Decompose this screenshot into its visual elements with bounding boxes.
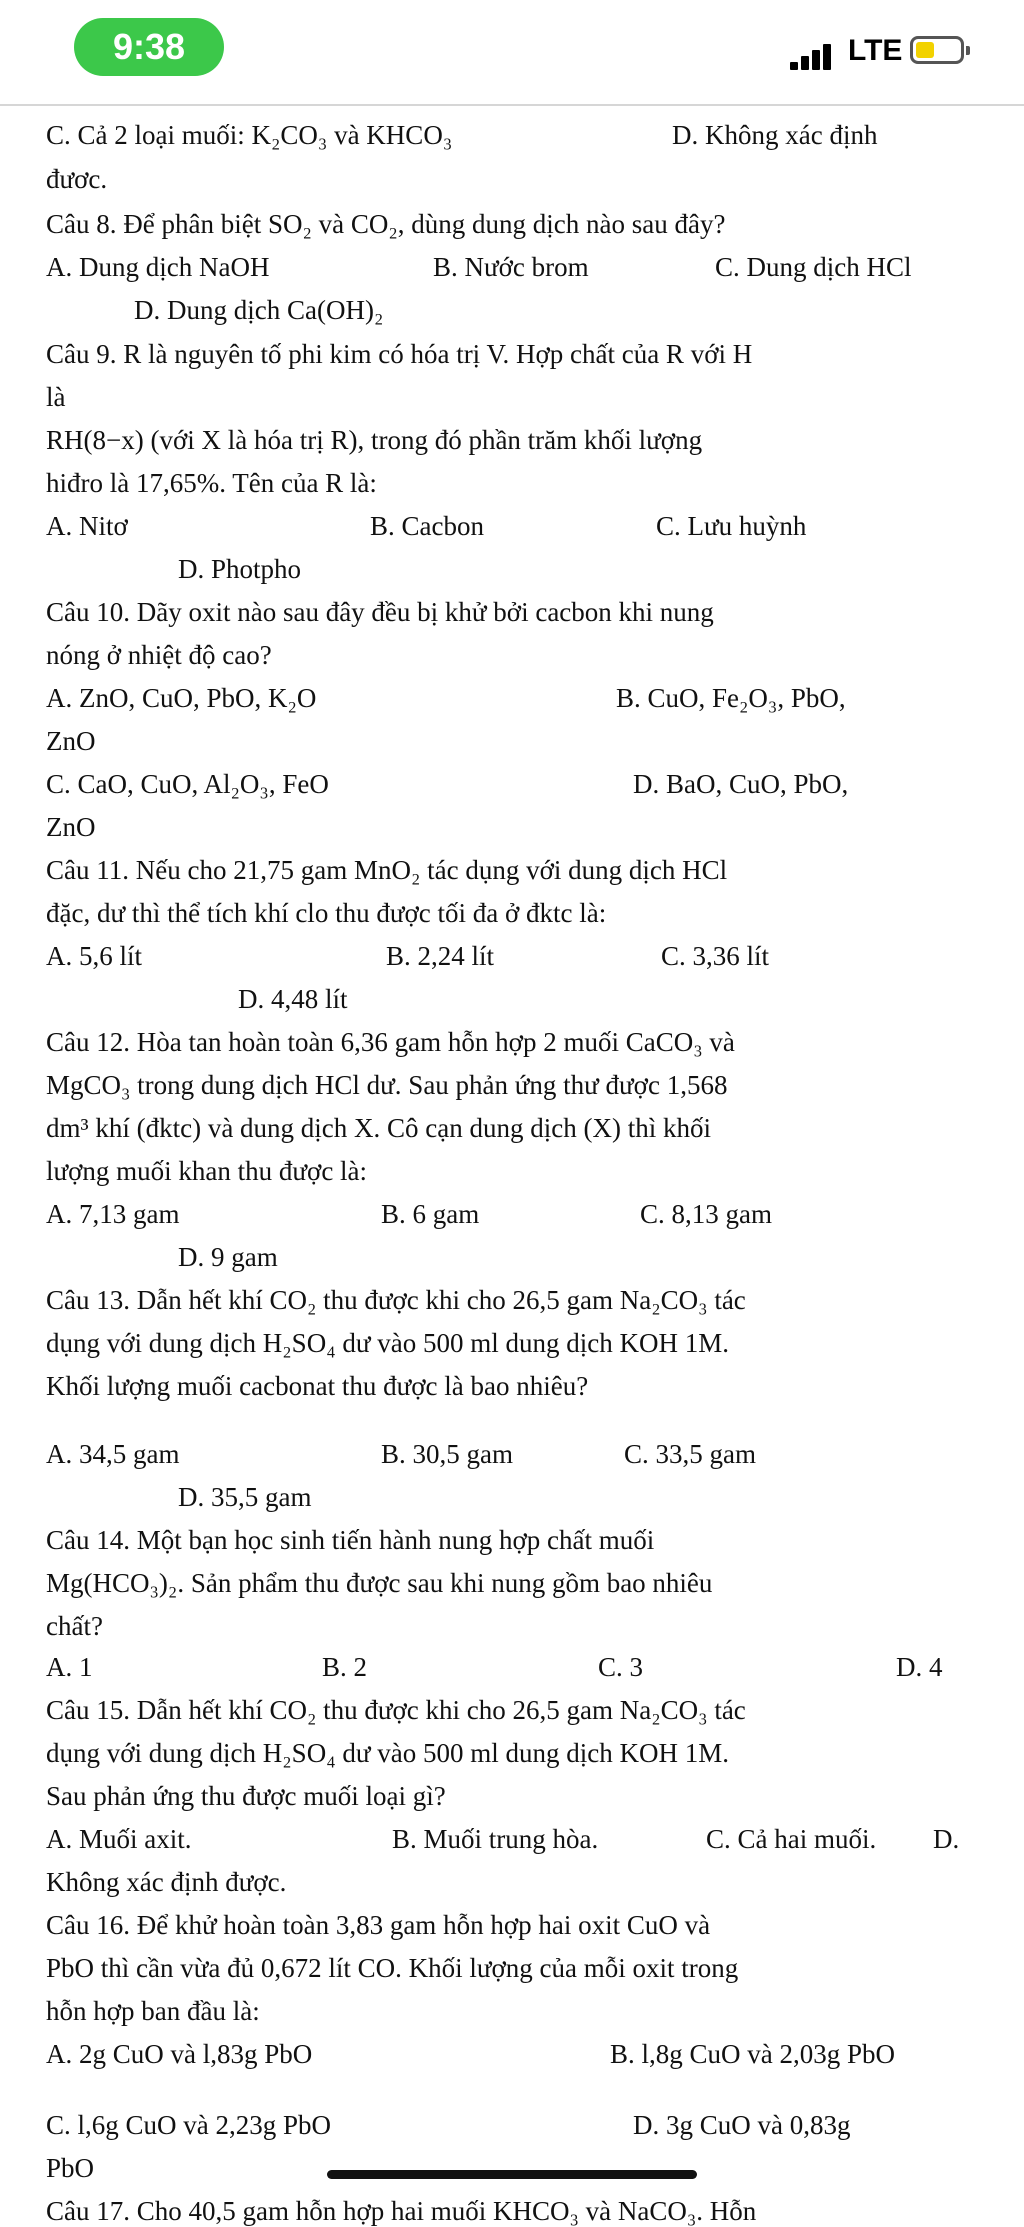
option-d-q11: D. 4,48 lít: [238, 984, 348, 1014]
question-12: Câu 12. Hòa tan hoàn toàn 6,36 gam hỗn hợp 2 muối CaCO₃ và: [46, 1027, 735, 1057]
option-d-q8: D. Dung dịch Ca(OH)₂: [134, 295, 384, 325]
option-c-q11: C. 3,36 lít: [661, 941, 770, 971]
text-line: PbO thì cần vừa đủ 0,672 lít CO. Khối lượng của mỗi oxit trong: [46, 1953, 739, 1983]
option-c-q15: C. Cả hai muối.: [706, 1824, 877, 1854]
option-d-q16: D. 3g CuO và 0,83g: [633, 2110, 851, 2140]
option-d-q12: D. 9 gam: [178, 1242, 278, 1272]
text-line: Sau phản ứng thu được muối loại gì?: [46, 1781, 446, 1811]
option-a-q14: A. 1: [46, 1652, 93, 1682]
option-d-q10: D. BaO, CuO, PbO,: [633, 769, 849, 799]
text-line: PbO: [46, 2153, 95, 2183]
option-a-q8: A. Dung dịch NaOH: [46, 252, 270, 282]
question-8: Câu 8. Để phân biệt SO₂ và CO₂, dùng dung dịch nào sau đây?: [46, 209, 726, 239]
option-a-q9: A. Nitơ: [46, 511, 128, 541]
question-10: Câu 10. Dãy oxit nào sau đây đều bị khử bởi cacbon khi nung: [46, 597, 714, 627]
text-line: dm³ khí (đktc) và dung dịch X. Cô cạn dung dịch (X) thì khối: [46, 1113, 711, 1143]
text-line: hỗn hợp ban đầu là:: [46, 1996, 260, 2026]
text-line: hiđro là 17,65%. Tên của R là:: [46, 468, 377, 498]
option-c-q16: C. l,6g CuO và 2,23g PbO: [46, 2110, 332, 2140]
question-9: Câu 9. R là nguyên tố phi kim có hóa trị V. Hợp chất của R với H: [46, 339, 753, 369]
question-15: Câu 15. Dẫn hết khí CO₂ thu được khi cho 26,5 gam Na₂CO₃ tác: [46, 1695, 746, 1725]
option-a-q16: A. 2g CuO và l,83g PbO: [46, 2039, 313, 2069]
option-c-q10: C. CaO, CuO, Al₂O₃, FeO: [46, 769, 329, 799]
option-d-q13: D. 35,5 gam: [178, 1482, 312, 1512]
network-label: LTE: [848, 34, 903, 67]
text-line: ZnO: [46, 812, 96, 842]
option-c-q7: C. Cả 2 loại muối: K₂CO₃ và KHCO₃: [46, 120, 453, 150]
option-b-q13: B. 30,5 gam: [381, 1439, 513, 1469]
option-a-q12: A. 7,13 gam: [46, 1199, 180, 1229]
option-d-q9: D. Photpho: [178, 554, 302, 584]
option-b-q16: B. l,8g CuO và 2,03g PbO: [610, 2039, 896, 2069]
option-c-q8: C. Dung dịch HCl: [715, 252, 912, 282]
status-time[interactable]: 9:38: [74, 18, 224, 76]
question-16: Câu 16. Để khử hoàn toàn 3,83 gam hỗn hợp hai oxit CuO và: [46, 1910, 711, 1940]
text-line: đươc.: [46, 164, 108, 194]
option-a-q10: A. ZnO, CuO, PbO, K₂O: [46, 683, 317, 713]
option-b-q11: B. 2,24 lít: [386, 941, 495, 971]
option-a-q11: A. 5,6 lít: [46, 941, 143, 971]
option-c-q12: C. 8,13 gam: [640, 1199, 772, 1229]
option-d-q15: D.: [933, 1824, 960, 1854]
text-line: MgCO₃ trong dung dịch HCl dư. Sau phản ứng thư được 1,568: [46, 1070, 728, 1100]
text-line: nóng ở nhiệt độ cao?: [46, 640, 272, 670]
option-c-q13: C. 33,5 gam: [624, 1439, 756, 1469]
question-14: Câu 14. Một bạn học sinh tiến hành nung hợp chất muối: [46, 1525, 655, 1555]
option-c-q14: C. 3: [598, 1652, 644, 1682]
text-line: Không xác định được.: [46, 1867, 287, 1897]
text-line: RH(8−x) (với X là hóa trị R), trong đó phần trăm khối lượng: [46, 425, 703, 455]
question-17-partial: Câu 17. Cho 40,5 gam hỗn hợp hai muối KHCO₃ và NaCO₃. Hỗn: [46, 2196, 757, 2226]
text-line: Khối lượng muối cacbonat thu được là bao nhiêu?: [46, 1371, 589, 1401]
option-b-q14: B. 2: [322, 1652, 368, 1682]
option-c-q9: C. Lưu huỳnh: [656, 511, 807, 541]
text-line: chất?: [46, 1611, 103, 1641]
option-a-q13: A. 34,5 gam: [46, 1439, 180, 1469]
option-b-q8: B. Nước brom: [433, 252, 589, 282]
home-indicator[interactable]: [327, 2170, 697, 2179]
text-line: Mg(HCO₃)₂. Sản phẩm thu được sau khi nung gồm bao nhiêu: [46, 1568, 713, 1598]
text-line: dụng với dung dịch H₂SO₄ dư vào 500 ml dung dịch KOH 1M.: [46, 1738, 729, 1768]
option-b-q12: B. 6 gam: [381, 1199, 480, 1229]
text-line: dụng với dung dịch H₂SO₄ dư vào 500 ml dung dịch KOH 1M.: [46, 1328, 729, 1358]
option-d-q7: D. Không xác định: [672, 120, 878, 150]
question-11: Câu 11. Nếu cho 21,75 gam MnO₂ tác dụng với dung dịch HCl: [46, 855, 728, 885]
text-line: lượng muối khan thu được là:: [46, 1156, 368, 1186]
option-b-q9: B. Cacbon: [370, 511, 484, 541]
question-13: Câu 13. Dẫn hết khí CO₂ thu được khi cho 26,5 gam Na₂CO₃ tác: [46, 1285, 746, 1315]
option-d-q14: D. 4: [896, 1652, 943, 1682]
text-line: ZnO: [46, 726, 96, 756]
option-a-q15: A. Muối axit.: [46, 1824, 192, 1854]
option-b-q15: B. Muối trung hòa.: [392, 1824, 599, 1854]
text-line: là: [46, 382, 66, 412]
option-b-q10: B. CuO, Fe₂O₃, PbO,: [616, 683, 846, 713]
text-line: đặc, dư thì thể tích khí clo thu được tối đa ở đktc là:: [46, 898, 607, 928]
